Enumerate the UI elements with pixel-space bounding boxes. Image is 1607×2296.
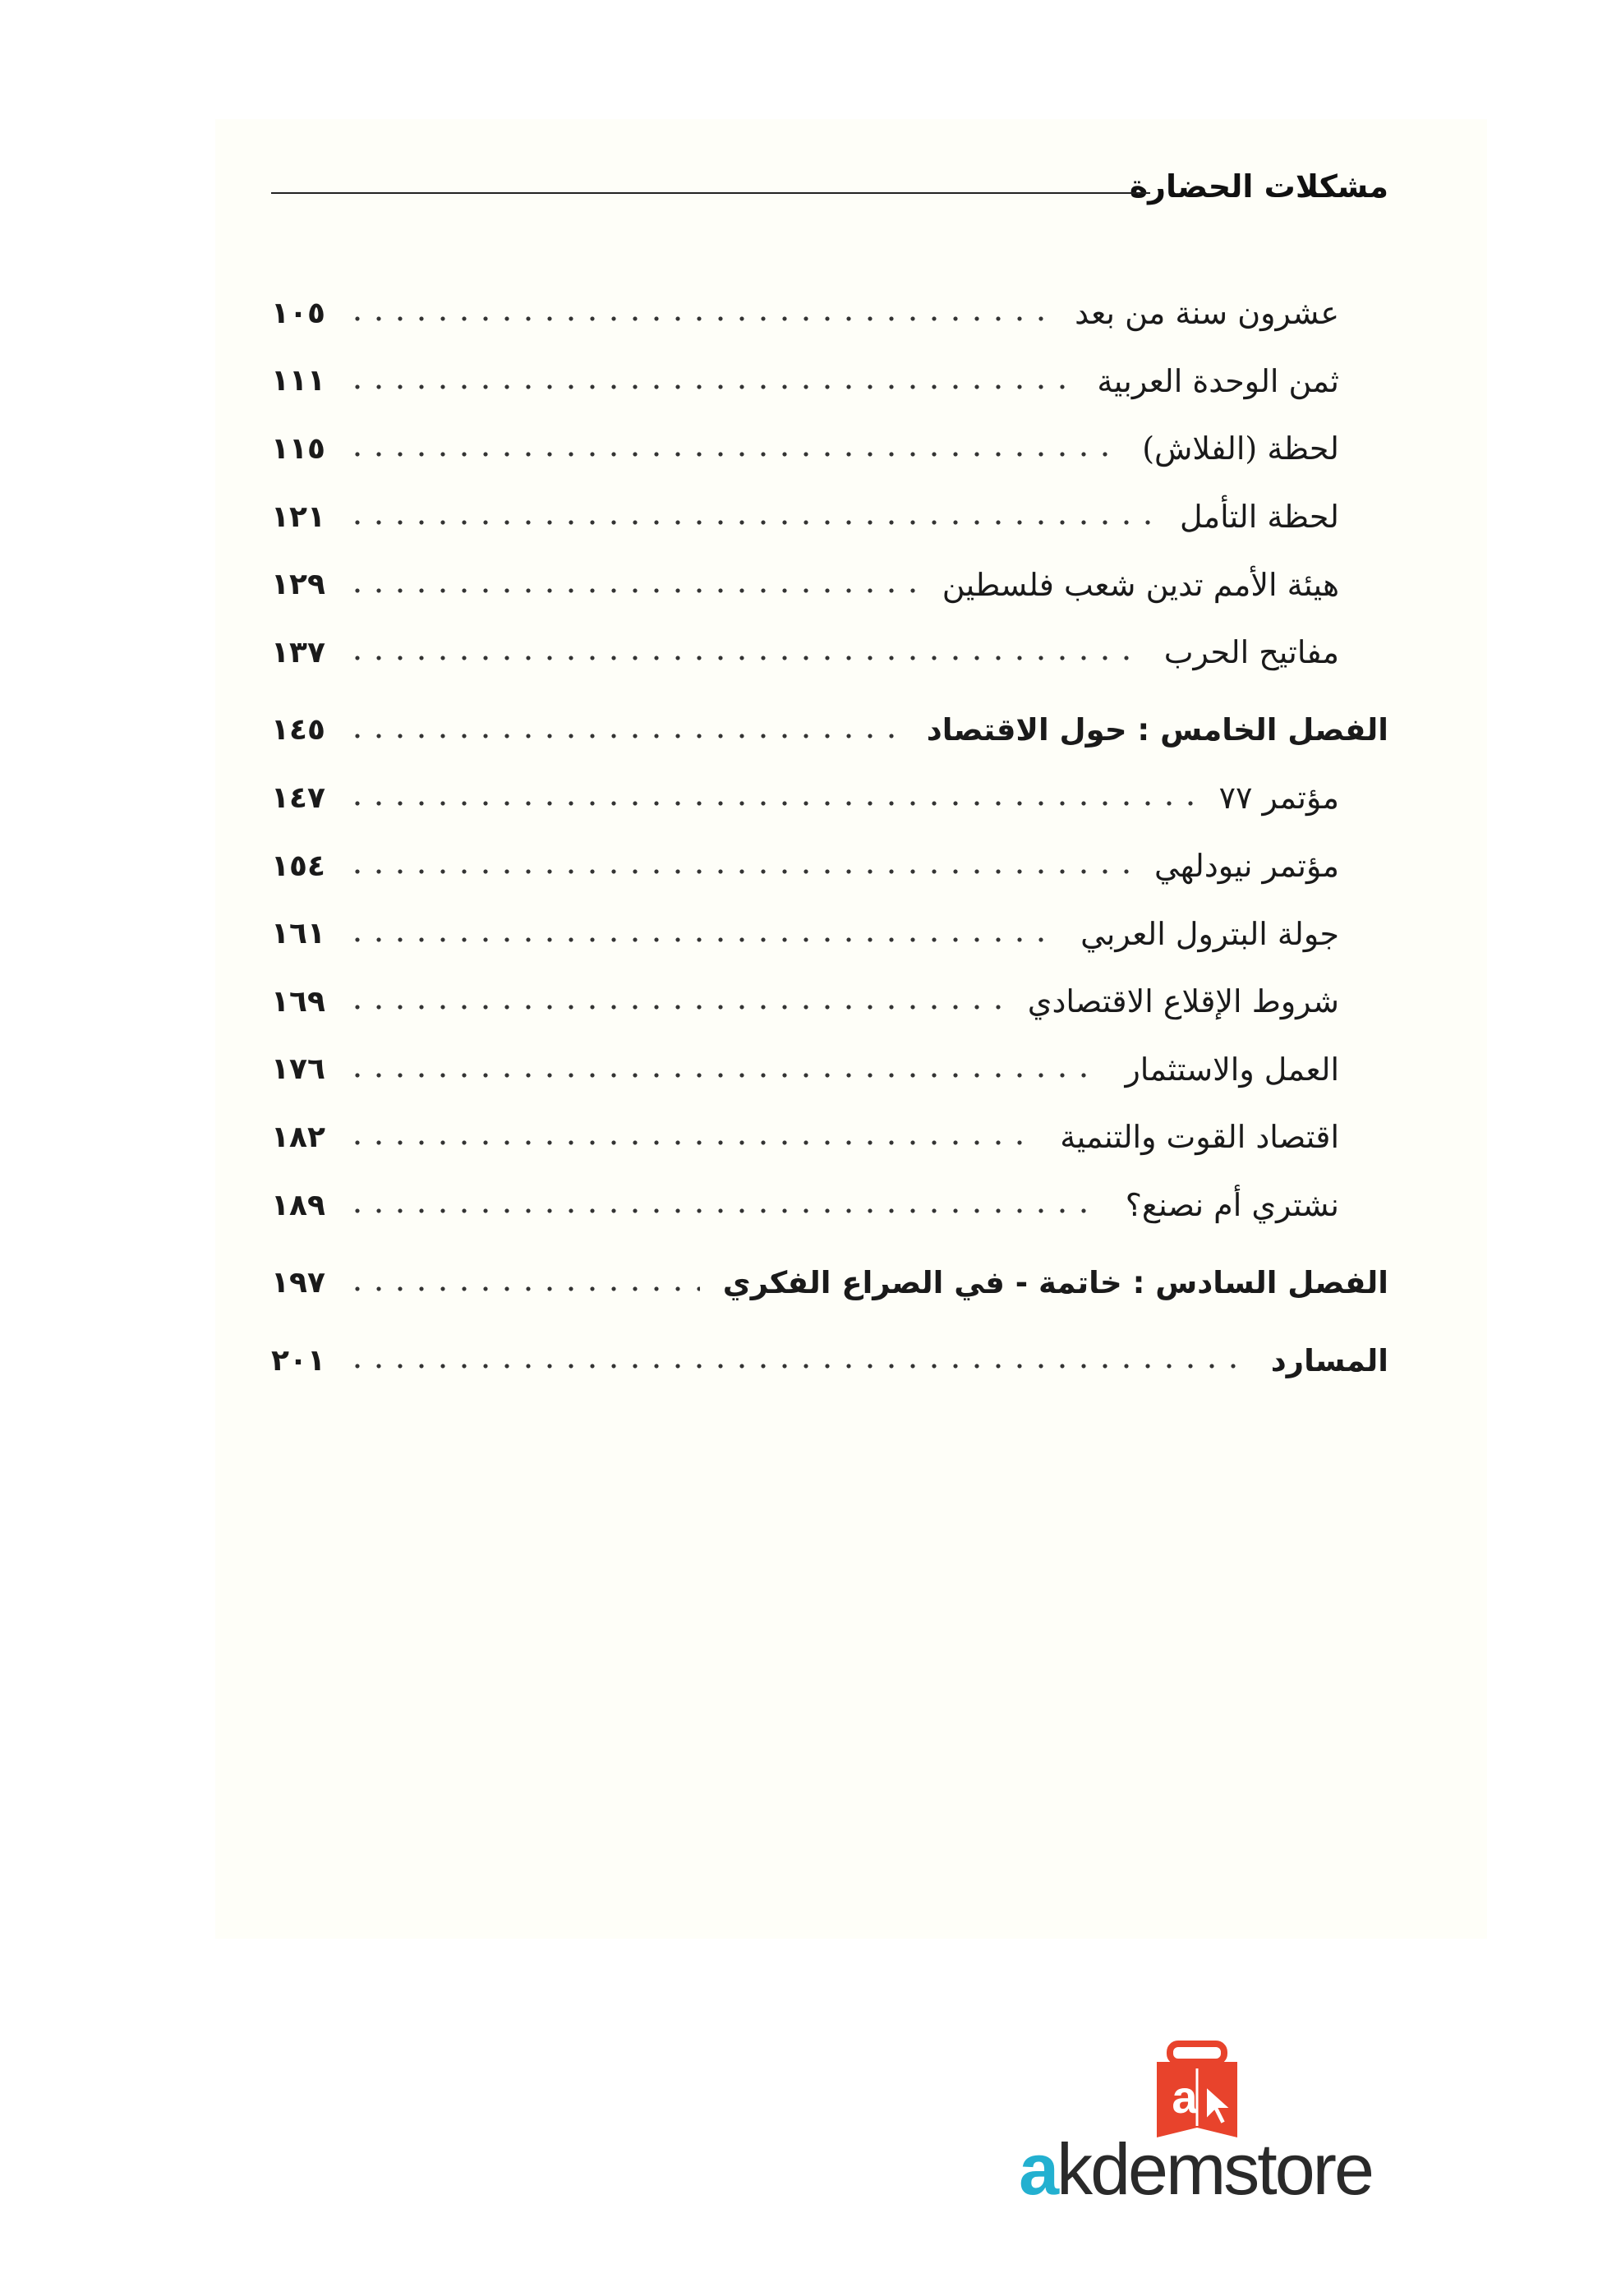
toc-entry-title: شروط الإقلاع الاقتصادي — [1027, 983, 1339, 1020]
toc-entry-page: ١٧٦ — [271, 1052, 325, 1087]
store-watermark — [978, 2037, 1413, 2234]
toc-entry-title: عشرون سنة من بعد — [1075, 295, 1339, 332]
toc-entry-page: ١٨٢ — [271, 1120, 325, 1154]
store-name-rest: kdemstore — [1057, 2128, 1372, 2210]
toc-entry-page: ١١١ — [271, 364, 325, 398]
toc-entry-title: لحظة (الفلاش) — [1142, 430, 1339, 467]
toc-entry-page: ١٩٧ — [271, 1266, 325, 1300]
toc-entry — [271, 697, 1388, 765]
toc-entry — [271, 832, 1388, 900]
toc-entry-title: مؤتمر ٧٧ — [1218, 780, 1339, 817]
toc-entry-page: ١٦١ — [271, 917, 325, 951]
toc-entry-title: مؤتمر نيودلهي — [1154, 848, 1339, 885]
page-header — [271, 168, 1388, 218]
toc-entry — [271, 968, 1388, 1036]
dot-leader — [347, 578, 919, 603]
running-title: مشكلات الحضارة — [1129, 168, 1388, 205]
toc-entry-page: ١٦٩ — [271, 984, 325, 1019]
toc-entry-title: لحظة التأمل — [1179, 499, 1339, 536]
toc-entry — [271, 550, 1388, 619]
store-name — [978, 2128, 1413, 2211]
toc-entry — [271, 415, 1388, 483]
toc-entry-page: ١٢٩ — [271, 568, 325, 602]
toc-entry-title: الفصل الخامس : حول الاقتصاد — [926, 712, 1388, 748]
toc-entry — [271, 1036, 1388, 1104]
toc-entry-title: الفصل السادس : خاتمة - في الصراع الفكري — [722, 1265, 1388, 1301]
dot-leader — [347, 791, 1196, 816]
toc-entry-title: اقتصاد القوت والتنمية — [1060, 1119, 1339, 1156]
toc-entry-page: ١٢١ — [271, 499, 325, 534]
dot-leader — [347, 1130, 1037, 1155]
dot-leader — [347, 1199, 1103, 1223]
dot-leader — [347, 1277, 700, 1301]
dot-leader — [347, 1354, 1248, 1378]
toc-entry — [271, 1103, 1388, 1171]
dot-leader — [347, 510, 1157, 535]
toc-entry-page: ١٨٩ — [271, 1188, 325, 1222]
logo-letter: a — [1172, 2071, 1198, 2123]
dot-leader — [347, 724, 904, 748]
toc-entry-page: ١١٥ — [271, 431, 325, 466]
toc-entry — [271, 619, 1388, 687]
toc-entry-title: نشتري أم نصنع؟ — [1125, 1187, 1339, 1224]
toc-entry-page: ١٠٥ — [271, 296, 325, 330]
toc-entry — [271, 900, 1388, 968]
toc-entry-page: ٢٠١ — [271, 1343, 325, 1378]
toc-entry-title: هيئة الأمم تدين شعب فلسطين — [942, 566, 1339, 603]
toc-entry-title: مفاتيح الحرب — [1163, 634, 1339, 671]
table-of-contents — [271, 279, 1388, 1395]
toc-entry-page: ١٣٧ — [271, 635, 325, 669]
store-name-accent: a — [1019, 2128, 1057, 2210]
toc-entry-page: ١٤٧ — [271, 780, 325, 815]
dot-leader — [347, 442, 1119, 467]
dot-leader — [347, 859, 1131, 884]
dot-leader — [347, 375, 1074, 399]
dot-leader — [347, 306, 1052, 331]
dot-leader — [347, 995, 1005, 1019]
toc-entry-title: ثمن الوحدة العربية — [1097, 362, 1339, 399]
toc-entry — [271, 279, 1388, 347]
toc-entry-title: جولة البترول العربي — [1080, 915, 1339, 952]
toc-entry — [271, 1171, 1388, 1240]
toc-entry-title: المسارد — [1270, 1342, 1388, 1378]
toc-entry — [271, 1249, 1388, 1317]
toc-entry-page: ١٥٤ — [271, 849, 325, 883]
toc-entry — [271, 1327, 1388, 1395]
dot-leader — [347, 927, 1057, 952]
toc-entry — [271, 483, 1388, 551]
toc-entry-page: ١٤٥ — [271, 713, 325, 748]
toc-entry-title: العمل والاستثمار — [1125, 1051, 1339, 1088]
toc-entry — [271, 764, 1388, 832]
dot-leader — [347, 1063, 1102, 1088]
header-rule — [271, 192, 1150, 194]
toc-entry — [271, 347, 1388, 416]
dot-leader — [347, 646, 1141, 670]
